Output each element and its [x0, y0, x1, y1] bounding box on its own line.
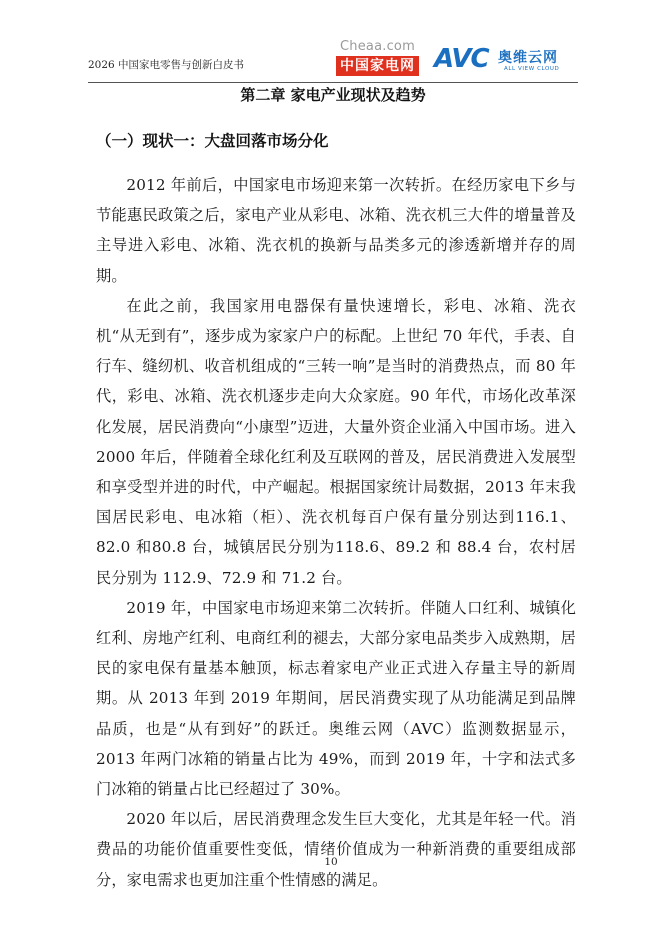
- avc-logo-english: ALL VIEW CLOUD: [504, 66, 560, 72]
- cheaa-logo: [336, 40, 426, 80]
- cheaa-logo-wordmark: Cheaa.com: [340, 39, 415, 54]
- paragraph: 2020 年以后，居民消费理念发生巨大变化，尤其是年轻一代。消费品的功能价值重要性变低，情绪价值成为一种新消费的重要组成部分，家电需求也更加注重个性情感的满足。: [96, 810, 576, 889]
- paragraph: 在此之前，我国家用电器保有量快速增长，彩电、冰箱、洗衣机“从无到有”，逐步成为家家户户的标配。上世纪 70 年代，手表、自行车、缝纫机、收音机组成的“三转一响”是当时的消费热点，而 80 年代，彩电、冰箱、洗衣机逐步走向大众家庭。90 年代，市场化改革深化发展，居民消费向“小康型”迈进，大量外资企业涌入中国市场。进入 2000 年后，伴随着全球化红利及互联网的普及，居民消费进入发展型和享受型并进的时代，中产崛起。根据国家统计局数据，2013 年末我国居民彩电、电冰箱（柜）、洗衣机每百户保有量分别达到116.1、82.0 和80.8 台，城镇居民分别为118.6、89.2 和 88.4 台，农村居民分别为 112.9、72.9 和 71.2 台。: [96, 296, 576, 587]
- section-title: （一）现状一：大盘回落市场分化: [96, 132, 329, 150]
- avc-logo-mark: AVC: [434, 44, 489, 74]
- avc-logo-chinese: 奥维云网: [498, 50, 558, 66]
- page-number: 10: [324, 856, 338, 868]
- body-text: [96, 170, 576, 895]
- header-divider: [88, 82, 578, 83]
- paragraph: 2019 年，中国家电市场迎来第二次转折。伴随人口红利、城镇化红利、房地产红利、电商红利的褪去，大部分家电品类步入成熟期，居民的家电保有量基本触顶，标志着家电产业正式进入存量主导的新周期。从 2013 年到 2019 年期间，居民消费实现了从功能满足到品牌品质，也是“从有到好”的跃迁。奥维云网（AVC）监测数据显示，2013 年两门冰箱的销量占比为 49%，而到 2019 年，十字和法式多门冰箱的销量占比已经超过了 30%。: [96, 598, 576, 799]
- avc-logo: [434, 44, 584, 80]
- whitepaper-title: 2026 中国家电零售与创新白皮书: [88, 59, 245, 71]
- cheaa-logo-badge: 中国家电网: [336, 56, 419, 76]
- chapter-title: 第二章 家电产业现状及趋势: [240, 86, 426, 104]
- page-header: [88, 40, 578, 84]
- paragraph: 2012 年前后，中国家电市场迎来第一次转折。在经历家电下乡与节能惠民政策之后，家电产业从彩电、冰箱、洗衣机三大件的增量普及主导进入彩电、冰箱、洗衣机的换新与品类多元的渗透新增并存的周期。: [96, 176, 576, 285]
